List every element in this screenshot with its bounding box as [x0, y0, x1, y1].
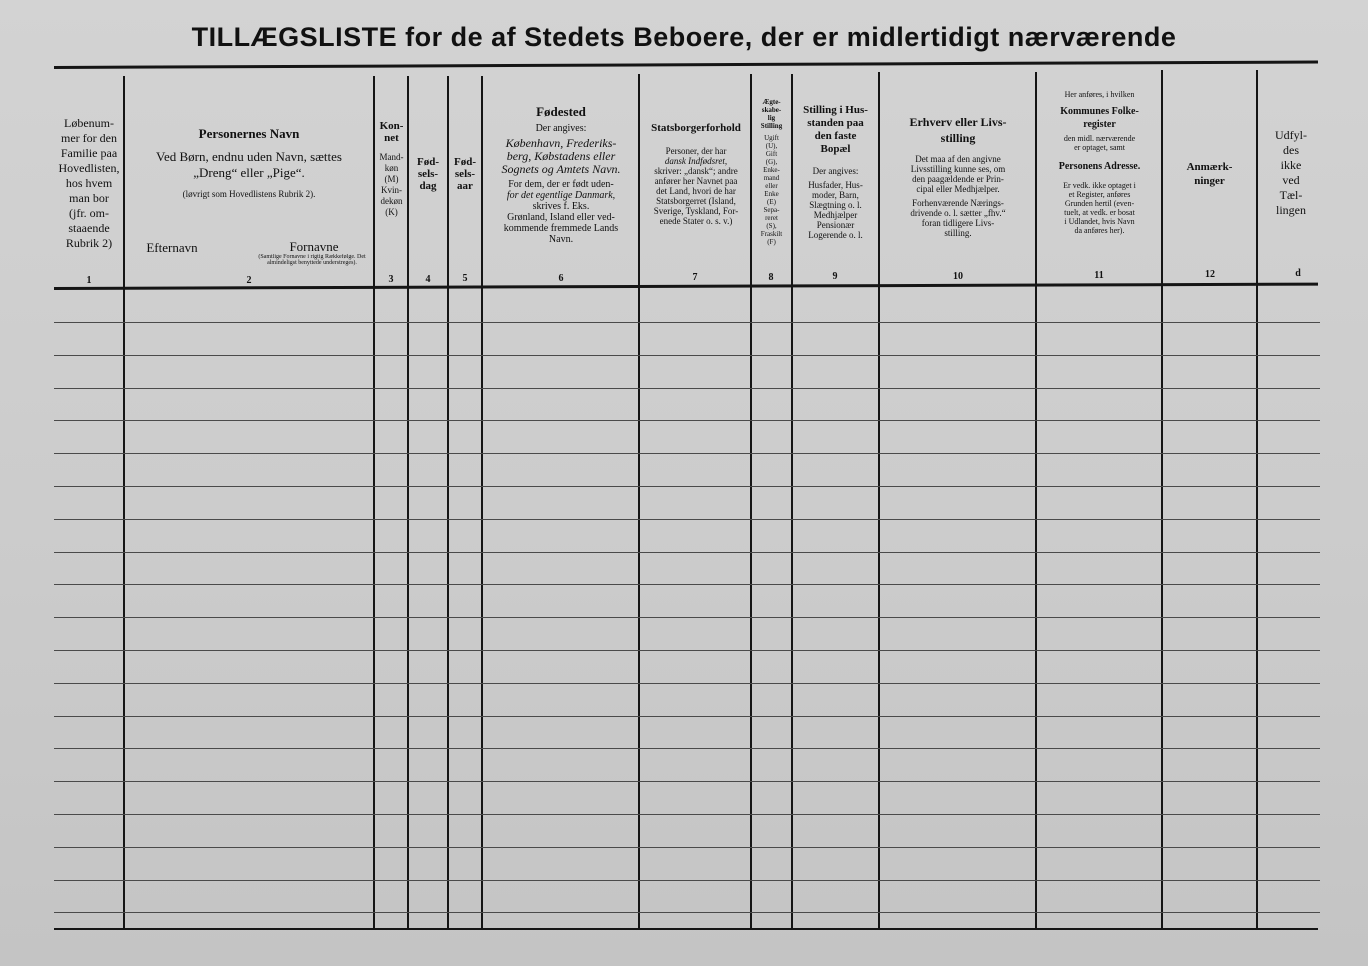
col-divider — [1035, 72, 1037, 928]
col-number: 11 — [1094, 270, 1104, 281]
col1-header — [54, 116, 124, 251]
col6-line: skrives f. Eks. — [532, 201, 590, 212]
col8-line: Sepa- — [763, 206, 780, 214]
col-d-line: des — [1283, 143, 1299, 157]
row-rule — [54, 420, 1320, 421]
col8-line: (F) — [767, 238, 776, 246]
col-number: 3 — [388, 274, 394, 285]
row-rule — [54, 552, 1320, 553]
col-d-line: Udfyl- — [1275, 128, 1307, 142]
table-bottom-rule — [54, 928, 1318, 930]
col3-line: dekøn — [380, 196, 403, 206]
row-rule — [54, 716, 1320, 717]
col6-line: København, Frederiks- — [505, 136, 617, 150]
col1-line: man bor — [69, 191, 109, 205]
col11-line: da anføres her). — [1074, 226, 1125, 235]
col-number: 2 — [246, 275, 252, 286]
row-rule — [54, 617, 1320, 618]
col9-line: Pensionær — [816, 220, 855, 230]
col8-heading: Stilling — [760, 122, 783, 130]
col-number: 1 — [86, 275, 92, 286]
col7-heading: Statsborgerforhold — [651, 122, 741, 134]
col6-line: Grønland, Island eller ved- — [507, 212, 615, 223]
col8-line: eller — [765, 182, 778, 190]
col10-line: den paagældende er Prin- — [912, 174, 1004, 184]
col8-heading: skabe- — [761, 106, 782, 114]
col8-header — [752, 98, 791, 246]
col-d-line: ikke — [1280, 158, 1302, 172]
col9-heading: den faste — [814, 130, 857, 142]
row-rule — [54, 355, 1320, 356]
row-rule — [54, 683, 1320, 684]
form-title: TILLÆGSLISTE for de af Stedets Beboere, der er midlertidigt nærværende — [191, 22, 1177, 52]
col10-line: Det maa af den angivne — [915, 154, 1001, 164]
col6-line: For dem, der er født uden- — [508, 179, 614, 190]
col-divider — [878, 72, 880, 928]
col-number: 12 — [1205, 269, 1215, 280]
col3-heading: net — [384, 132, 399, 144]
col3-line: (K) — [385, 207, 398, 217]
row-rule — [54, 453, 1320, 454]
col1-line: mer for den — [61, 131, 117, 145]
col8-line: (S), — [766, 222, 777, 230]
col-d-line: ved — [1282, 173, 1300, 187]
col2-sub-right-note: (Samtlige Fornavne i rigtig Rækkefølge. Det almindeligst benyttede understreges). — [258, 254, 366, 266]
col3-line: køn — [384, 163, 399, 173]
col7-line: Statsborgerret (Island, — [656, 196, 736, 206]
row-rule — [54, 748, 1320, 749]
col8-heading: lig — [767, 114, 776, 122]
col10-header — [881, 114, 1035, 238]
col9-line: Der angives: — [812, 166, 859, 176]
col7-line: Sverige, Tyskland, For- — [653, 206, 739, 216]
row-rule — [54, 880, 1320, 881]
col8-line: (E) — [767, 198, 776, 206]
col5-heading: sels- — [454, 168, 476, 180]
row-rule — [54, 322, 1320, 323]
col10-line: stilling. — [944, 228, 972, 238]
col5-heading: Fød- — [454, 156, 476, 168]
col9-heading: standen paa — [807, 117, 864, 129]
col11-top-line: Her anføres, i hvilken — [1064, 90, 1135, 99]
col8-line: Fraskilt — [760, 230, 783, 238]
col6-line: for det egentlige Danmark, — [506, 190, 616, 201]
col7-line: dansk Indfødsret, — [664, 156, 728, 166]
col1-line: hos hvem — [65, 176, 113, 190]
col5-heading: aar — [457, 180, 473, 192]
header-top-rule — [54, 60, 1318, 69]
col4-heading: dag — [419, 180, 437, 192]
col-divider — [1161, 70, 1163, 928]
col8-line: reret — [765, 214, 778, 222]
col10-line: drivende o. l. sætter „fhv.“ — [910, 208, 1006, 218]
col9-line: Logerende o. l. — [808, 230, 863, 240]
col11-heading: Kommunes Folke- — [1060, 106, 1139, 117]
col-d-line: Tæl- — [1279, 188, 1303, 202]
col6-line: berg, Købstadens eller — [506, 149, 616, 163]
col9-line: Medhjælper — [813, 210, 858, 220]
col1-line: staaende — [68, 221, 110, 235]
col-number: 4 — [425, 274, 431, 285]
col3-line: (M) — [384, 174, 399, 184]
col-number: d — [1295, 268, 1301, 279]
col9-line: moder, Barn, — [812, 190, 859, 200]
col1-line: Løbenum- — [64, 116, 114, 130]
col12-header — [1163, 160, 1256, 188]
col-number: 10 — [953, 271, 963, 282]
col3-line: Mand- — [379, 152, 404, 162]
col2-header — [126, 126, 372, 199]
row-rule — [54, 650, 1320, 651]
col-number: 8 — [768, 272, 774, 283]
col3-header — [375, 120, 408, 218]
col4-header — [409, 156, 447, 192]
col10-line: Forhenværende Nærings- — [912, 198, 1004, 208]
col9-heading: Stilling i Hus- — [803, 104, 868, 116]
col11-line: Er vedk. ikke optaget i — [1063, 181, 1136, 190]
col7-header — [641, 122, 751, 226]
col11-header — [1038, 90, 1161, 235]
col11-line: er optaget, samt — [1074, 143, 1125, 152]
row-rule — [54, 847, 1320, 848]
col11-heading2: Personens Adresse. — [1058, 161, 1141, 172]
col-d-header — [1258, 128, 1324, 218]
col8-line: Enke- — [763, 166, 780, 174]
col3-heading: Kon- — [379, 120, 404, 132]
col6-line: Sognets og Amtets Navn. — [501, 162, 621, 176]
col5-header — [449, 156, 481, 192]
col1-line: Familie paa — [60, 146, 118, 160]
col8-line: Gift — [765, 150, 778, 158]
col7-line: anfører her Navnet paa — [654, 176, 738, 186]
col11-line: tuelt, at vedk. er bosat — [1064, 208, 1135, 217]
row-rule — [54, 912, 1320, 913]
col8-line: Enke — [764, 190, 779, 198]
col10-line: cipal eller Medhjælper. — [916, 184, 1000, 194]
col11-line: den midl. nærværende — [1063, 134, 1136, 143]
col10-line: Livsstilling kunne ses, om — [910, 164, 1006, 174]
col-divider — [638, 74, 640, 928]
col10-line: foran tidligere Livs- — [921, 218, 995, 228]
col2-line: Ved Børn, endnu uden Navn, sættes — [156, 149, 342, 164]
col-divider — [481, 76, 483, 928]
col11-line: Grunden hertil (even- — [1064, 199, 1135, 208]
col9-line: Husfader, Hus- — [808, 180, 863, 190]
col10-heading: Erhverv eller Livs- — [909, 115, 1007, 129]
col10-heading: stilling — [940, 131, 976, 145]
col6-line: Navn. — [548, 234, 574, 245]
col-divider — [447, 76, 449, 928]
col11-heading: register — [1083, 119, 1116, 130]
col3-line: Kvin- — [381, 185, 402, 195]
col8-line: mand — [763, 174, 780, 182]
col7-line: Personer, der har — [665, 146, 727, 156]
col11-line: i Udlandet, hvis Navn — [1064, 217, 1135, 226]
col-number: 9 — [832, 271, 838, 282]
col6-header — [484, 104, 638, 245]
row-rule — [54, 486, 1320, 487]
col9-line: Slægtning o. l. — [809, 200, 862, 210]
row-rule — [54, 814, 1320, 815]
col8-line: (G), — [765, 158, 778, 166]
col4-heading: Fød- — [417, 156, 439, 168]
col8-line: (U), — [765, 142, 778, 150]
col-d-line: lingen — [1276, 203, 1306, 217]
col2-sub-right: Fornavne — [289, 240, 339, 254]
col7-line: det Land, hvori de har — [656, 186, 736, 196]
col-number: 6 — [558, 273, 564, 284]
row-rule — [54, 781, 1320, 782]
col9-header — [793, 104, 878, 240]
col6-heading: Fødested — [536, 104, 586, 119]
col7-line: enede Stater o. s. v.) — [659, 216, 733, 226]
col12-heading: Anmærk- — [1186, 161, 1233, 173]
row-rule — [54, 584, 1320, 585]
row-rule — [54, 388, 1320, 389]
col-number: 7 — [692, 272, 698, 283]
col2-sub-left: Efternavn — [146, 241, 198, 255]
col6-line: kommende fremmede Lands — [503, 223, 619, 234]
col9-heading: Bopæl — [820, 143, 851, 155]
col6-line: Der angives: — [535, 123, 587, 134]
row-rule — [54, 519, 1320, 520]
col1-line: (jfr. om- — [69, 206, 109, 220]
col2-note: (løvrigt som Hovedlistens Rubrik 2). — [182, 189, 316, 199]
col11-line: et Register, anføres — [1068, 190, 1131, 199]
col8-line: Ugift — [764, 134, 779, 142]
col12-heading: ninger — [1194, 175, 1225, 187]
col2-line: „Dreng“ eller „Pige“. — [193, 165, 305, 180]
col1-line: Hovedlisten, — [58, 161, 120, 175]
col4-heading: sels- — [417, 168, 439, 180]
col8-heading: Ægte- — [762, 98, 781, 106]
col2-heading: Personernes Navn — [198, 126, 300, 141]
col7-line: skriver: „dansk“; andre — [654, 166, 738, 176]
col1-line: Rubrik 2) — [65, 236, 113, 250]
col-number: 5 — [462, 273, 468, 284]
